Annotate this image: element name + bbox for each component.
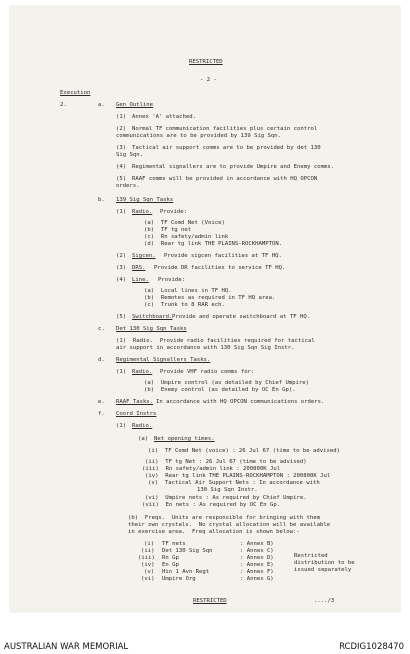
annex-row-unit: En Gp [162, 562, 179, 568]
sub-b-line-rest: Provide: [158, 277, 185, 283]
sub-b-line-label: Line. [132, 277, 149, 283]
annex-row-ref: : Annex D) [240, 555, 274, 561]
sub-a-item-4-text: Regimental signallers are to provide Umpire and Enemy comms. [132, 164, 335, 170]
sub-b-line-item-a: (a) Local lines in TF HQ. [144, 288, 232, 294]
sub-e-letter: e. [98, 399, 105, 405]
sub-d-title: Regimental Signallers Tasks. [116, 357, 211, 363]
document-page [10, 6, 400, 612]
restricted-note-line-3: issued separately [294, 567, 352, 573]
annex-row-num: (iii) [138, 555, 155, 561]
sub-c-letter: c. [98, 326, 105, 332]
freq-line-1: (b) Freqs. Units are responsible for bringing with them [128, 515, 320, 521]
sub-a-item-3-num: (3) [116, 145, 127, 151]
net-row: (vii) En nets : As required by OC En Gp. [142, 502, 281, 508]
sub-d-radio-num: (1) [116, 369, 127, 375]
sub-b-radio-item-a: (a) TF Comd Net (Voice) [144, 220, 225, 226]
classification-top: RESTRICTED [189, 59, 223, 65]
sub-b-title: 139 Sig Sqn Tasks [116, 197, 174, 203]
annex-row-ref: : Annex B) [240, 541, 274, 547]
page-number: - 2 - [200, 77, 217, 83]
sub-b-sigcen-label: Sigcen. [132, 253, 156, 259]
annex-row-ref: : Annex E) [240, 562, 274, 568]
sub-b-line-item-c: (c) Trunk to 8 RAR ech. [144, 302, 225, 308]
net-row: (vi) Umpire nets : As required by Chief Umpire. [145, 495, 307, 501]
para-number: 2. [60, 102, 67, 108]
sub-f-radio-label: Radio. [132, 423, 153, 429]
sub-a-title: Gen Outline [116, 102, 154, 108]
sub-c-line-1: (1) Radio. Provide radio facilities required for tactical [116, 338, 315, 344]
sub-b-radio-item-d: (d) Rear tg link THE PLAINS-ROCKHAMPTON. [144, 241, 283, 247]
sub-e-rest: In accordance with HQ OPCON communications orders. [156, 399, 325, 405]
sub-b-line-num: (4) [116, 277, 127, 283]
archive-name: AUSTRALIAN WAR MEMORIAL [4, 642, 129, 652]
sub-a-letter: a. [98, 102, 105, 108]
sub-b-radio-rest: Provide: [160, 209, 187, 215]
sub-d-radio-rest: Provide VHF radio comms for: [160, 369, 255, 375]
sub-a-item-2-line-2: communications are to be provided by 139 Sig Sqn. [116, 133, 282, 139]
section-heading: Execution [60, 90, 91, 96]
annex-row-unit: Det 130 Sig Sqn [162, 548, 213, 554]
annex-row-num: (v) [144, 569, 155, 575]
restricted-note-line-2: distribution to be [294, 560, 355, 566]
sub-b-switchboard-num: (5) [116, 314, 127, 320]
annex-row-ref: : Annex G) [240, 576, 274, 582]
sub-d-item-b: (b) Enemy control (as detailed by OC En Gp). [144, 387, 296, 393]
sub-f-letter: f. [98, 411, 105, 417]
sub-f-net-label: Net opening times. [154, 436, 215, 442]
annex-row-num: (ii) [141, 548, 155, 554]
freq-line-3: in exercise area. Freq allocation is shown below:- [128, 529, 300, 535]
annex-row-unit: Hin 1 Avn Regt [162, 569, 210, 575]
sub-b-switchboard-label: Switchboard. [132, 314, 173, 320]
net-row: (iii) Rn safety/admin link : 200800K Jul [142, 466, 281, 472]
net-row-continued: 130 Sig Sqn Instr. [160, 487, 258, 493]
sub-b-sigcen-num: (2) [116, 253, 127, 259]
continuation-marker: ..../3 [314, 598, 335, 604]
sub-d-radio-label: Radio. [132, 369, 153, 375]
sub-b-dr-rest: Provide DR facilities to service TF HQ. [154, 265, 286, 271]
sub-f-net-num: (a) [138, 436, 149, 442]
sub-b-radio-num: (1) [116, 209, 127, 215]
annex-row-unit: Rn Gp [162, 555, 179, 561]
sub-a-item-3-line-1: Tactical air support comms are to be provided by det 130 [132, 145, 321, 151]
annex-row-ref: : Annex F) [240, 569, 274, 575]
sub-d-letter: d. [98, 357, 105, 363]
archive-footer [0, 614, 410, 654]
sub-a-item-3-line-2: Sig Sqn. [116, 152, 143, 158]
freq-line-2: their own crystals. No crystal allocation will be available [128, 522, 331, 528]
sub-c-title: Det 130 Sig Sqn Tasks [116, 326, 187, 332]
sub-a-item-5-line-1: RAAF comms will be provided in accordance with HQ OPCON [132, 176, 318, 182]
net-row: (ii) TF tg Net : 26 Jul 67 (time to be advised) [145, 459, 307, 465]
net-row: (v) Tactical Air Support Nets : In accordance with [148, 480, 320, 486]
sub-f-radio-num: (1) [116, 423, 127, 429]
sub-d-item-a: (a) Umpire control (as detailed by Chief Umpire) [144, 380, 310, 386]
sub-b-sigcen-rest: Provide sigcen facilities at TF HQ. [164, 253, 282, 259]
annex-row-num: (iv) [141, 562, 155, 568]
sub-c-line-2: air support in accordance with 130 Sig Sqn Sig Instr. [116, 345, 295, 351]
sub-a-item-1-text: Annex 'A' attached. [132, 114, 196, 120]
annex-row-ref: : Annex C) [240, 548, 274, 554]
sub-b-dr-label: DRS. [132, 265, 146, 271]
sub-f-title: Coord Instrs [116, 411, 157, 417]
annex-row-unit: TF nets [162, 541, 186, 547]
sub-b-switchboard-rest: Provide and operate switchboard at TF HQ. [172, 314, 311, 320]
classification-bottom: RESTRICTED [193, 598, 227, 604]
sub-a-item-5-num: (5) [116, 176, 127, 182]
sub-b-letter: b. [98, 197, 105, 203]
sub-b-line-item-b: (b) Remotes as required in TF HQ area. [144, 295, 276, 301]
sub-a-item-2-line-1: Normal TF communication facilities plus certain control [132, 126, 318, 132]
record-id: RCDIG1028470 [339, 642, 404, 652]
sub-a-item-5-line-2: orders. [116, 183, 140, 189]
annex-row-num: (i) [144, 541, 155, 547]
net-row: (iv) Rear tg link THE PLAINS-ROCKHAMPTON : 200800K Jul [145, 473, 331, 479]
sub-b-radio-item-b: (b) TF tg net [144, 227, 192, 233]
annex-row-unit: Umpire Org [162, 576, 196, 582]
sub-b-radio-item-c: (c) Rn safety/admin link [144, 234, 229, 240]
sub-e-label: RAAF Tasks. [116, 399, 154, 405]
sub-b-dr-num: (3) [116, 265, 127, 271]
sub-a-item-4-num: (4) [116, 164, 127, 170]
annex-row-num: (vi) [141, 576, 155, 582]
sub-a-item-2-num: (2) [116, 126, 127, 132]
restricted-note-line-1: Restricted [294, 553, 328, 559]
sub-b-radio-label: Radio. [132, 209, 153, 215]
sub-a-item-1-num: (1) [116, 114, 127, 120]
net-row: (i) TF Comd Net (voice) : 26 Jul 67 (time to be advised) [148, 448, 340, 454]
